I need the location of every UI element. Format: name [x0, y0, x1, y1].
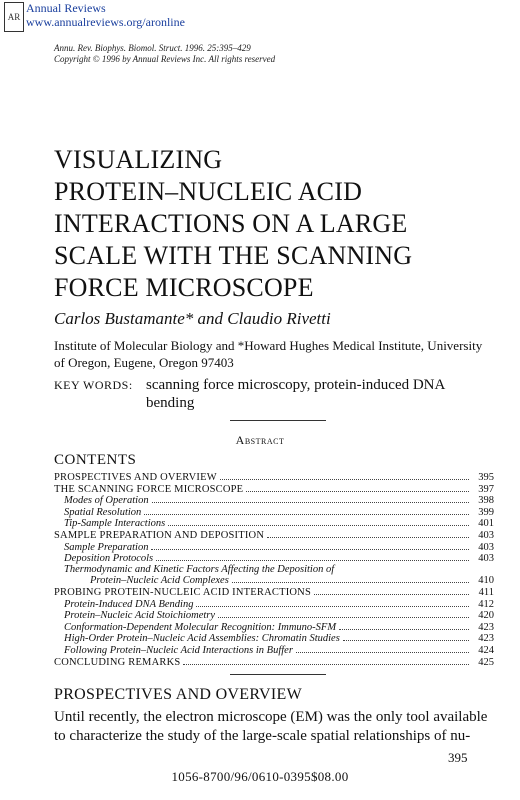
title-line: PROTEIN–NUCLEIC ACID: [54, 177, 363, 206]
toc-entry-label: Spatial Resolution: [64, 506, 142, 518]
toc-entry-page: 398: [478, 495, 494, 507]
toc-entry-label: Deposition Protocols: [64, 553, 154, 565]
toc-entry[interactable]: [54, 622, 494, 634]
toc-leader-dots: [144, 507, 469, 515]
toc-leader-dots: [152, 495, 469, 503]
authors: Carlos Bustamante* and Claudio Rivetti: [54, 309, 331, 328]
toc-entry-label: High-Order Protein–Nucleic Acid Assemblies: Chromatin Studies: [64, 633, 340, 645]
toc-entry[interactable]: [54, 599, 494, 611]
article-title: [54, 144, 494, 304]
body-paragraph: [54, 708, 494, 746]
toc-entry-page: 399: [478, 506, 494, 518]
toc-entry-label: SAMPLE PREPARATION AND DEPOSITION: [54, 529, 265, 541]
toc-leader-dots: [196, 599, 469, 607]
citation-block: [54, 43, 275, 65]
toc-entry-page: 420: [478, 610, 494, 622]
title-line: VISUALIZING: [54, 145, 223, 174]
toc-entry-label: Tip-Sample Interactions: [64, 518, 166, 530]
toc-entry[interactable]: [54, 518, 494, 530]
body-line: Until recently, the electron microscope (EM) was the only tool available: [54, 709, 488, 725]
publisher-block: [26, 1, 185, 29]
toc-leader-dots: [296, 645, 469, 653]
divider: [230, 420, 326, 421]
toc-entry-page: 423: [478, 633, 494, 645]
toc-leader-dots: [151, 542, 469, 550]
toc-entry-label: Protein-Induced DNA Bending: [64, 598, 194, 610]
publisher-url[interactable]: www.annualreviews.org/aronline: [26, 15, 185, 29]
annual-reviews-logo: [4, 2, 24, 32]
toc-entry[interactable]: [54, 553, 494, 565]
toc-leader-dots: [168, 518, 469, 526]
toc-leader-dots: [314, 587, 469, 595]
logo-glyph: AR: [7, 12, 21, 22]
toc-entry[interactable]: [54, 575, 494, 587]
toc-entry-label: PROBING PROTEIN-NUCLEIC ACID INTERACTIONS: [54, 586, 311, 598]
toc-entry-label: THE SCANNING FORCE MICROSCOPE: [54, 483, 244, 495]
toc-entry[interactable]: [54, 610, 494, 622]
copyright-line: Copyright © 1996 by Annual Reviews Inc. All rights reserved: [54, 54, 276, 64]
toc-entry-page: 401: [478, 518, 494, 530]
toc-entry-page: 403: [478, 541, 494, 553]
toc-entry[interactable]: [54, 657, 494, 669]
toc-entry-label: Protein–Nucleic Acid Stoichiometry: [64, 610, 216, 622]
toc-entry-label: Following Protein–Nucleic Acid Interactions in Buffer: [64, 644, 293, 656]
toc-entry[interactable]: [54, 565, 494, 576]
toc-leader-dots: [218, 610, 469, 618]
toc-entry-label: Conformation-Dependent Molecular Recognition: Immuno-SFM: [64, 621, 337, 633]
title-line: SCALE WITH THE SCANNING: [54, 241, 413, 270]
title-line: FORCE MICROSCOPE: [54, 273, 314, 302]
abstract-heading: Abstract: [235, 433, 285, 447]
footer-code: 1056-8700/96/0610-0395$08.00: [171, 769, 349, 784]
toc-entry-page: 411: [478, 586, 494, 598]
publisher-name: Annual Reviews: [26, 1, 106, 15]
toc-entry-label: Protein–Nucleic Acid Complexes: [90, 575, 229, 587]
toc-leader-dots: [220, 472, 469, 480]
keywords: scanning force microscopy, protein-induced DNA bending: [146, 377, 445, 411]
title-line: INTERACTIONS ON A LARGE: [54, 209, 408, 238]
toc-entry-page: 410: [478, 575, 494, 587]
toc-entry[interactable]: [54, 542, 494, 554]
affiliation: Institute of Molecular Biology and *Howard Hughes Medical Institute, University of Oregon, Eugene, Oregon 97403: [54, 338, 483, 370]
toc-entry-label: Sample Preparation: [64, 541, 149, 553]
toc-entry-page: 403: [478, 529, 494, 541]
toc-entry-label: CONCLUDING REMARKS: [54, 656, 181, 668]
toc-entry-label: PROSPECTIVES AND OVERVIEW: [54, 472, 217, 483]
contents-heading: CONTENTS: [54, 452, 137, 468]
toc-entry-page: 412: [478, 598, 494, 610]
toc-entry-page: 403: [478, 553, 494, 565]
toc-entry[interactable]: [54, 645, 494, 657]
toc-entry-label: Modes of Operation: [64, 495, 149, 507]
toc-entry[interactable]: [54, 633, 494, 645]
toc-entry-page: 424: [478, 644, 494, 656]
body-line: to characterize the study of the large-scale spatial relationships of nu-: [54, 728, 471, 744]
divider: [230, 674, 326, 675]
section-heading: PROSPECTIVES AND OVERVIEW: [54, 686, 303, 703]
toc-entry[interactable]: [54, 472, 494, 484]
toc-entry-page: 423: [478, 621, 494, 633]
toc-entry-page: 397: [478, 483, 494, 495]
table-of-contents: [54, 472, 494, 668]
toc-entry-page: 425: [478, 656, 494, 668]
keywords-label: KEY WORDS:: [54, 378, 133, 392]
toc-leader-dots: [183, 657, 469, 665]
toc-entry[interactable]: [54, 484, 494, 496]
toc-entry[interactable]: [54, 587, 494, 599]
toc-entry-label: Thermodynamic and Kinetic Factors Affecting the Deposition of: [64, 563, 335, 575]
toc-leader-dots: [246, 484, 469, 492]
toc-leader-dots: [156, 553, 469, 561]
page-number: 395: [448, 750, 468, 765]
toc-leader-dots: [267, 530, 469, 538]
journal-citation: Annu. Rev. Biophys. Biomol. Struct. 1996. 25:395–429: [54, 43, 251, 53]
toc-entry-page: 395: [478, 472, 494, 483]
toc-leader-dots: [343, 633, 469, 641]
toc-entry[interactable]: [54, 495, 494, 507]
toc-entry[interactable]: [54, 530, 494, 542]
toc-leader-dots: [339, 622, 469, 630]
toc-entry[interactable]: [54, 507, 494, 519]
toc-leader-dots: [232, 575, 469, 583]
